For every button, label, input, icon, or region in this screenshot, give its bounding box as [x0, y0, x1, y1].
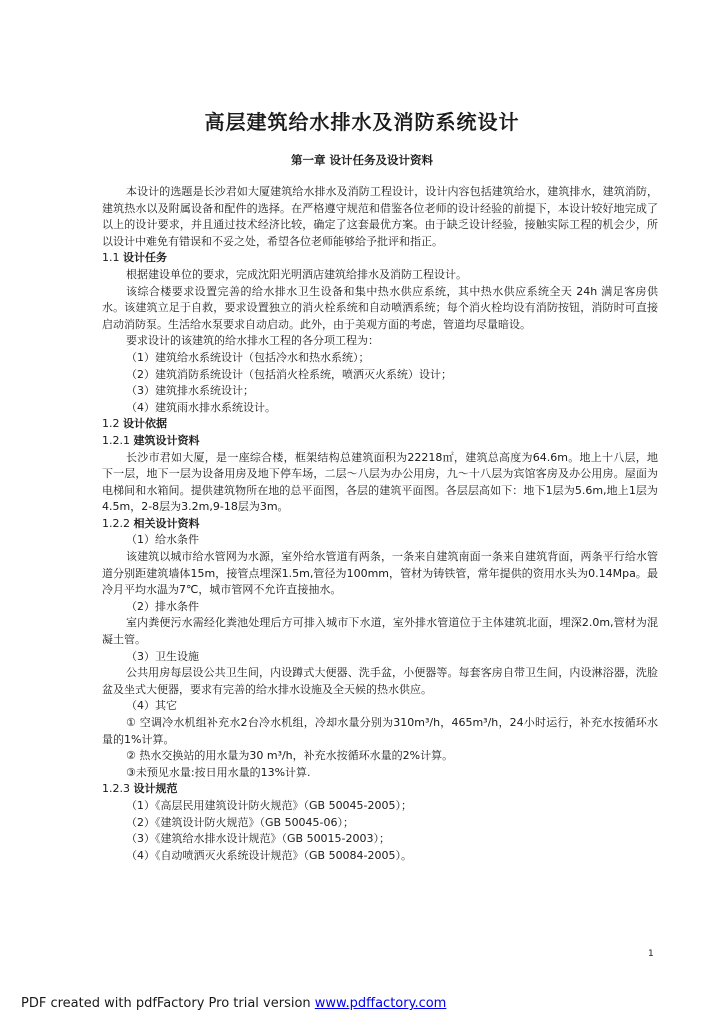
paragraph: ③未预见水量:按日用水量的13%计算. — [126, 765, 311, 779]
section-heading-1-2-1 — [102, 433, 658, 450]
subheading: （4）其它 — [126, 699, 177, 713]
subheading: （2）排水条件 — [126, 599, 199, 613]
paragraph: 该建筑以城市给水管网为水源，室外给水管道有两条，一条来自建筑南面一条来自建筑背面，两条平行给水管道分别距建筑墙体15m，接管点埋深1.5m,管径为100mm，管材为铸铁管，常年提供的资用水头为0.14Mpa。最冷月平均水温为7℃，城市管网不允许直接抽水。 — [102, 550, 658, 597]
paragraph: 公共用房每层设公共卫生间，内设蹲式大便器、洗手盆，小便器等。每套客房自带卫生间，内设淋浴器，洗脸盆及坐式大便器，要求有完善的给水排水设施及全天候的热水供应。 — [102, 666, 658, 696]
pdf-footer — [21, 996, 446, 1011]
footer-text: PDF created with pdfFactory Pro trial version — [21, 996, 315, 1011]
section-number: 1.2.1 — [102, 433, 130, 447]
document-body — [102, 184, 658, 864]
section-title: 设计依据 — [123, 417, 167, 431]
paragraph: 要求设计的该建筑的给水排水工程的各分项工程为： — [126, 334, 379, 348]
subheading: （1）给水条件 — [126, 533, 199, 547]
list-item: （1）《高层民用建筑设计防火规范》（GB 50045-2005）； — [126, 798, 413, 812]
list-item: （3）建筑排水系统设计； — [126, 384, 254, 398]
section-heading-1-2-2 — [102, 516, 658, 533]
paragraph: 室内粪便污水需经化粪池处理后方可排入城市下水道，室外排水管道位于主体建筑北面，埋深2.0m,管材为混凝土管。 — [102, 616, 658, 647]
paragraph: 根据建设单位的要求，完成沈阳光明酒店建筑给排水及消防工程设计。 — [126, 267, 467, 281]
section-title: 设计任务 — [123, 251, 167, 265]
section-number: 1.2.3 — [102, 782, 130, 796]
section-heading-1-2 — [102, 416, 658, 433]
list-item: （2）《建筑设计防火规范》（GB 50045-06）； — [126, 815, 355, 829]
list-item: （3）《建筑给水排水设计规范》（GB 50015-2003）； — [126, 832, 391, 846]
chapter-heading: 第一章 设计任务及设计资料 — [290, 153, 433, 167]
section-heading-1-1 — [102, 250, 658, 267]
section-heading-1-2-3 — [102, 781, 658, 798]
intro-paragraph: 本设计的选题是长沙君如大厦建筑给水排水及消防工程设计，设计内容包括建筑给水，建筑排水，建筑消防，建筑热水以及附属设备和配件的选择。在严格遵守规范和借鉴各位老师的设计经验的前提下，本设计较好地完成了以上的设计要求，并且通过技术经济比较，确定了这套最优方案。由于缺乏设计经验，接触实际工程的机会少，所以设计中难免有错误和不妥之处，希望各位老师能够给予批评和指正。 — [102, 185, 658, 248]
paragraph: ② 热水交换站的用水量为30 m³/h，补充水按循环水量的2%计算。 — [126, 749, 454, 763]
list-item: （4）《自动喷洒灭火系统设计规范》（GB 50084-2005）。 — [126, 848, 413, 862]
section-title: 相关设计资料 — [133, 516, 200, 530]
subheading: （3）卫生设施 — [126, 649, 199, 663]
section-title: 建筑设计资料 — [133, 433, 200, 447]
page-number: 1 — [648, 949, 654, 959]
list-item: （1）建筑给水系统设计（包括冷水和热水系统）； — [126, 350, 370, 364]
list-item: （2）建筑消防系统设计（包括消火栓系统，喷洒灭火系统）设计； — [126, 367, 452, 381]
document-title: 高层建筑给水排水及消防系统设计 — [204, 110, 520, 134]
footer-link[interactable]: www.pdffactory.com — [314, 996, 447, 1011]
section-number: 1.2 — [102, 417, 120, 431]
section-title: 设计规范 — [133, 782, 178, 796]
paragraph: 长沙市君如大厦，是一座综合楼，框架结构总建筑面积为22218㎡，建筑总高度为64.6m。地上十八层，地下一层，地下一层为设备用房及地下停车场，二层～八层为办公用房，九～十八层为宾馆客房及办公用房。屋面为电梯间和水箱间。提供建筑物所在地的总平面图，各层的建筑平面图。各层层高如下：地下1层为5.6m,地上1层为4.5m，2-8层为3.2m,9-18层为3m。 — [102, 450, 658, 514]
section-number: 1.1 — [102, 251, 120, 265]
section-number: 1.2.2 — [102, 516, 130, 530]
paragraph: 该综合楼要求设置完善的给水排水卫生设备和集中热水供应系统，其中热水供应系统全天 24h 满足客房供水。该建筑立足于自救，要求设置独立的消火栓系统和自动喷洒系统；每个消火栓均设有消防按钮，消防时可直接启动消防泵。生活给水泵要求自动启动。此外，由于美观方面的考虑，管道均尽量暗设。 — [102, 284, 658, 331]
paragraph: ① 空调冷水机组补充水2台冷水机组，冷却水量分别为310m³/h，465m³/h，24小时运行，补充水按循环水量的1%计算。 — [102, 716, 658, 746]
list-item: （4）建筑雨水排水系统设计。 — [126, 400, 276, 414]
